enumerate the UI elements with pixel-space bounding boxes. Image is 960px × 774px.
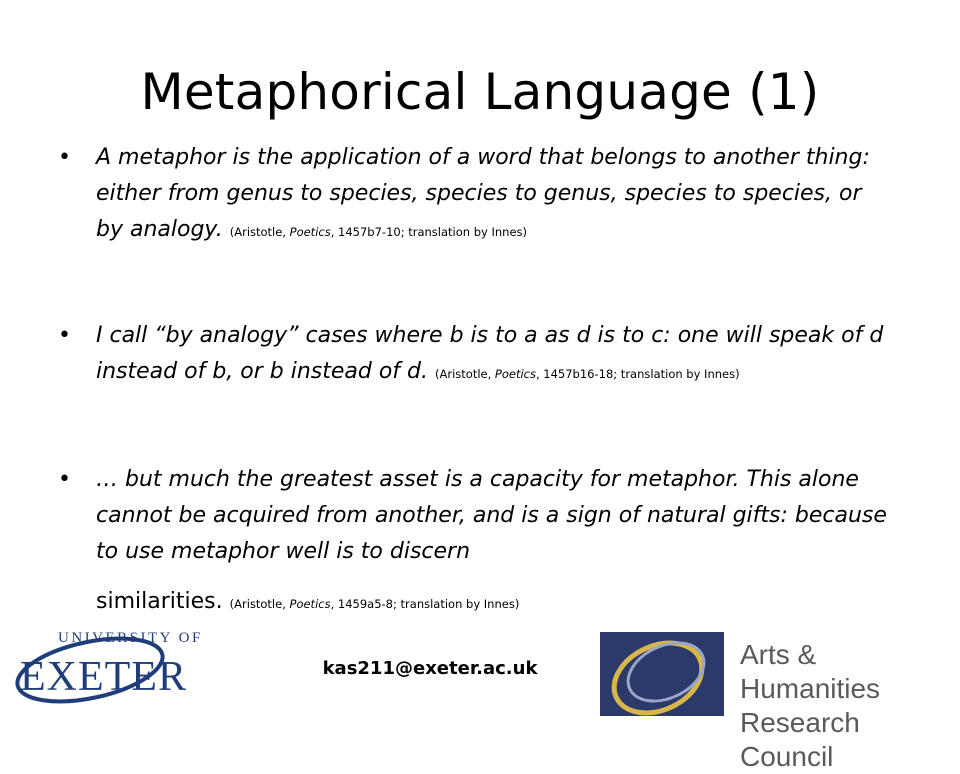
- bullet-item: [58, 140, 888, 248]
- svg-text:UNIVERSITY OF: UNIVERSITY OF: [58, 630, 203, 646]
- bullet-text: … but much the greatest asset is a capacity for metaphor. This alone cannot be acquired from another, and is a sign of natural gifts: because to use metaphor well is to discern: [96, 467, 887, 564]
- citation: (Aristotle, Poetics, 1457b16-18; translation by Innes): [435, 367, 740, 381]
- bullet-dot: •: [58, 323, 71, 348]
- ahrc-emblem: [600, 632, 724, 716]
- contact-email: kas211@exeter.ac.uk: [322, 658, 538, 679]
- bullet-dot: •: [58, 467, 71, 492]
- bullet-item: [58, 462, 888, 620]
- bullet-item: [58, 318, 888, 390]
- bullet-dot: •: [58, 145, 71, 170]
- slide-title: Metaphorical Language (1): [140, 63, 820, 121]
- svg-text:EXETER: EXETER: [20, 654, 187, 700]
- university-of-exeter-logo: [10, 624, 230, 714]
- citation: (Aristotle, Poetics, 1457b7-10; translation by Innes): [229, 225, 527, 239]
- bullet-text: I call “by analogy” cases where b is to a as d is to c: one will speak of d instead of b, or b instead of d.: [96, 323, 884, 384]
- ahrc-wordmark: Arts & Humanities Research Council: [740, 639, 881, 772]
- citation: (Aristotle, Poetics, 1459a5-8; translation by Innes): [229, 597, 520, 611]
- bullet-text-last: similarities.: [96, 589, 223, 614]
- ahrc-logo: [600, 632, 950, 772]
- bullet-text: A metaphor is the application of a word that belongs to another thing: either from genus to species, species to genus, species to species, or by analogy.: [96, 145, 870, 242]
